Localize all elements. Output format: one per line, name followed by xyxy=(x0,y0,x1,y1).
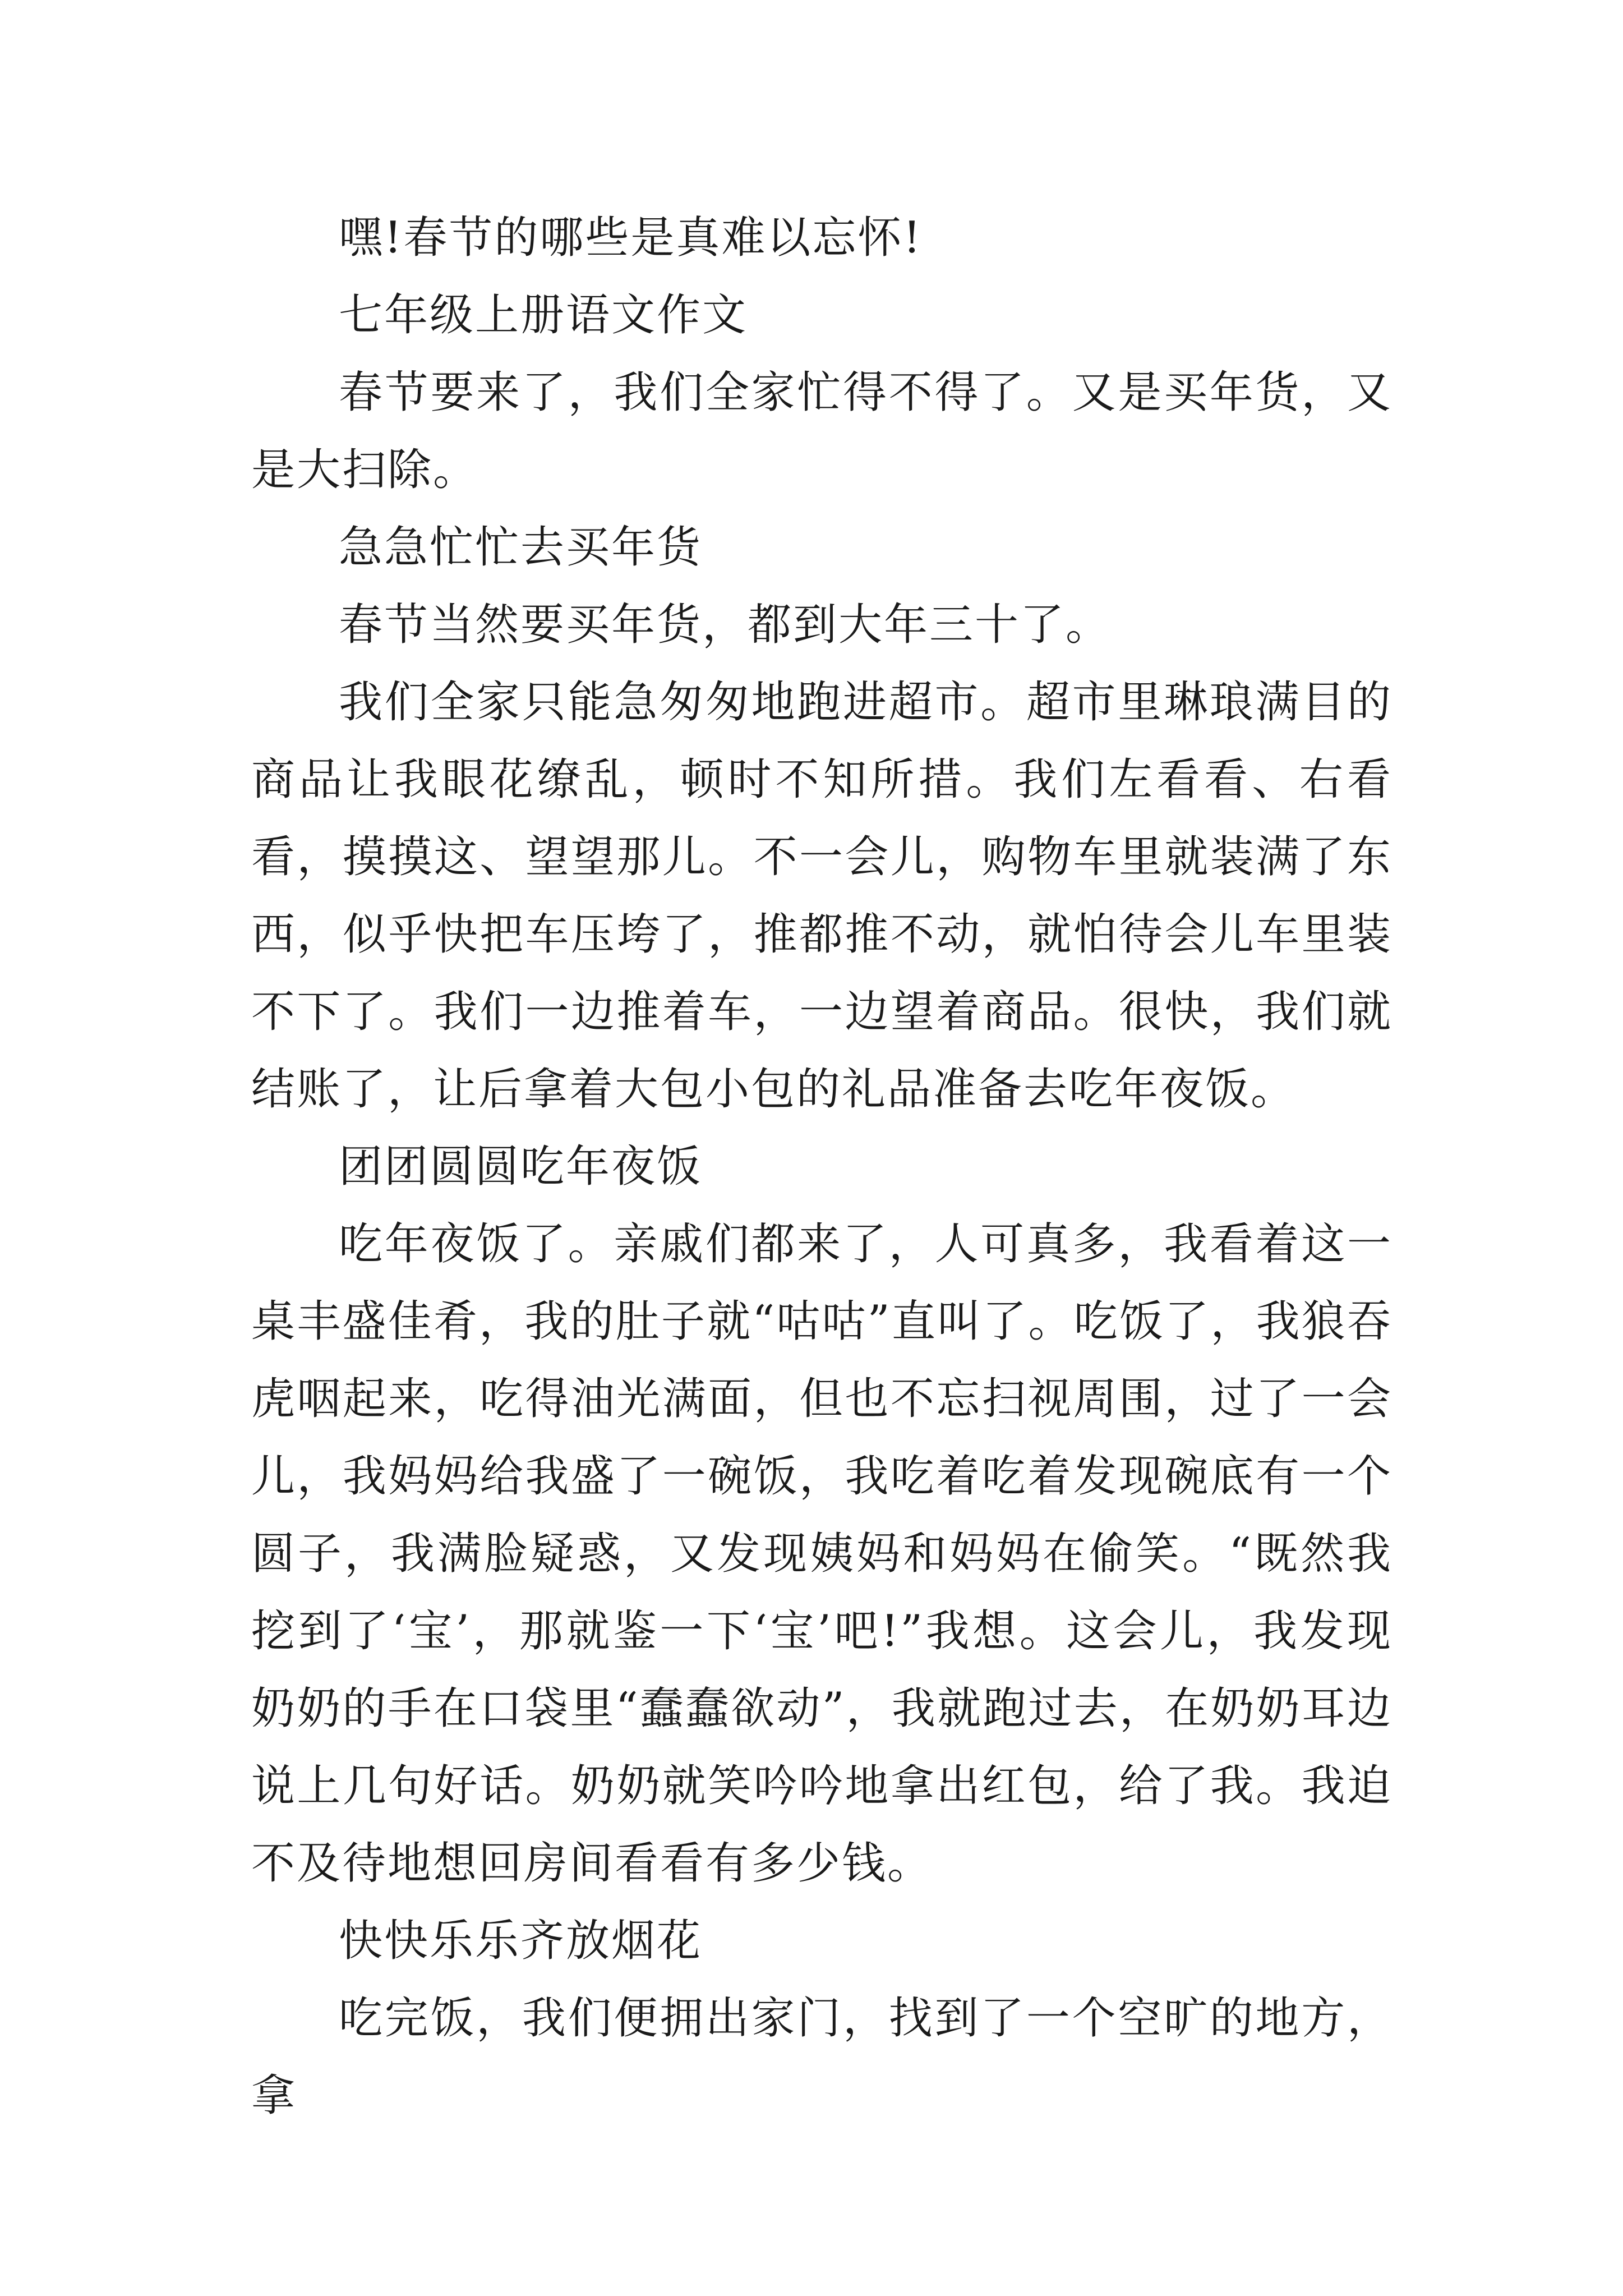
section-heading: 团团圆圆吃年夜饭 xyxy=(339,1142,703,1192)
body-paragraph: 春节当然要买年货，都到大年三十了。 xyxy=(339,600,1112,650)
body-paragraph: 吃年夜饭了。亲戚们都来了，人可真多，我看着这一桌丰盛佳肴，我的肚子就“咕咕”直叫了。吃饭了，我狼吞虎咽起来，吃得油光满面，但也不忘扫视周围，过了一会儿，我妈妈给我盛了一碗饭，我吃着吃着发现碗底有一个圆子，我满脸疑惑，又发现姨妈和妈妈在偷笑。“既然我挖到了‘宝’，那就鉴一下‘宝’吧!”我想。这会儿，我发现奶奶的手在口袋里“蠢蠢欲动”，我就跑过去，在奶奶耳边说上几句好话。奶奶就笑吟吟地拿出红包，给了我。我迫不及待地想回房间看看有多少钱。 xyxy=(251,1219,1393,1889)
opening-line: 嘿!春节的哪些是真难以忘怀! xyxy=(339,213,923,263)
essay-title: 七年级上册语文作文 xyxy=(339,290,748,341)
document-body xyxy=(251,199,1393,2134)
body-paragraph: 春节要来了，我们全家忙得不得了。又是买年货，又是大扫除。 xyxy=(251,367,1393,495)
body-paragraph: 吃完饭，我们便拥出家门，找到了一个空旷的地方，拿 xyxy=(251,1993,1393,2121)
section-heading: 急急忙忙去买年货 xyxy=(339,522,703,573)
section-heading: 快快乐乐齐放烟花 xyxy=(339,1916,703,1966)
body-paragraph: 我们全家只能急匆匆地跑进超市。超市里琳琅满目的商品让我眼花缭乱，顿时不知所措。我们左看看、右看看，摸摸这、望望那儿。不一会儿，购物车里就装满了东西，似乎快把车压垮了，推都推不动，就怕待会儿车里装不下了。我们一边推着车，一边望着商品。很快，我们就结账了，让后拿着大包小包的礼品准备去吃年夜饭。 xyxy=(251,677,1393,1115)
